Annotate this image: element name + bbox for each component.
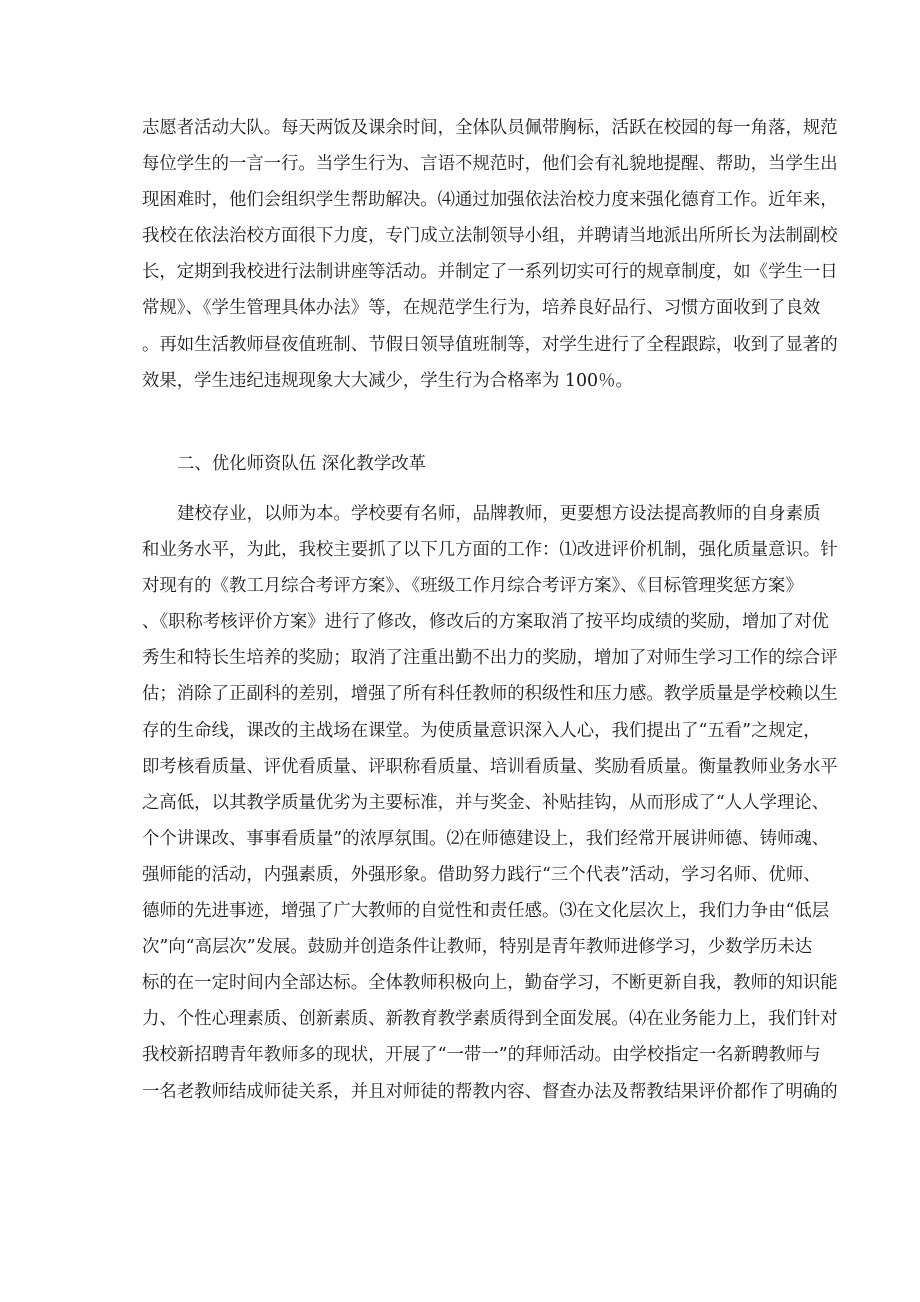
text-line: 效果，学生违纪违规现象大大减少，学生行为合格率为 100％。 [142,370,633,391]
text-line: 秀生和特长生培养的奖励；取消了注重出勤不出力的奖励，增加了对师生学习工作的综合评 [142,648,838,669]
text-line: 常规》、《学生管理具体办法》等，在规范学生行为，培养良好品行、习惯方面收到了良效 [142,298,821,319]
text-line: 每位学生的一言一行。当学生行为、言语不规范时，他们会有礼貌地提醒、帮助，当学生出 [142,154,838,175]
text-line: 德师的先进事迹，增强了广大教师的自觉性和责任感。⑶在文化层次上，我们力争由“低层 [142,901,830,922]
text-line: 志愿者活动大队。每天两饭及课余时间，全体队员佩带胸标，活跃在校园的每一角落，规范 [142,118,838,138]
text-line: 一名老教师结成师徒关系，并且对师徒的帮教内容、督查办法及帮教结果评价都作了明确的 [142,1081,838,1102]
paragraph-teaching-staff [142,496,838,1110]
paragraph-moral-education [142,110,838,399]
text-line: 、《职称考核评价方案》进行了修改，修改后的方案取消了按平均成绩的奖励，增加了对优 [142,612,829,633]
text-line: 现困难时，他们会组织学生帮助解决。⑷通过加强依法治校力度来强化德育工作。近年来， [142,190,838,211]
text-line: 之高低，以其教学质量优劣为主要标准，并与奖金、补贴挂钩，从而形成了“人人学理论、 [142,792,830,813]
text-line: 存的生命线，课改的主战场在课堂。为使质量意识深入人心，我们提出了“五看”之规定， [142,720,821,741]
text-line: 建校存业，以师为本。学校要有名师，品牌教师，更要想方设法提高教师的自身素质 [177,504,821,524]
text-line: 强师能的活动，内强素质，外强形象。借助努力践行“三个代表”活动，学习名师、优师、 [142,864,821,885]
text-line: 长，定期到我校进行法制讲座等活动。并制定了一系列切实可行的规章制度，如《学生一日 [142,262,838,283]
text-line: 即考核看质量、评优看质量、评职称看质量、培训看质量、奖励看质量。衡量教师业务水平 [142,756,838,777]
text-line: 估；消除了正副科的差别，增强了所有科任教师的积级性和压力感。教学质量是学校赖以生 [142,684,838,705]
text-line: 个个讲课改、事事看质量”的浓厚氛围。⑵在师德建设上，我们经常开展讲师德、铸师魂、 [142,828,830,849]
text-line: 和业务水平，为此，我校主要抓了以下几方面的工作：⑴改进评价机制，强化质量意识。针 [142,540,838,561]
text-line: 次”向“高层次”发展。鼓励并创造条件让教师，特别是青年教师进修学习，少数学历未达 [142,937,813,958]
text-line: 我校新招聘青年教师多的现状，开展了“一带一”的拜师活动。由学校指定一名新聘教师与 [142,1045,821,1066]
text-line: 对现有的《教工月综合考评方案》、《班级工作月综合考评方案》、《目标管理奖惩方案》 [142,576,803,597]
text-line: 标的在一定时间内全部达标。全体教师积极向上，勤奋学习，不断更新自我，教师的知识能 [142,973,838,994]
text-line: 。再如生活教师昼夜值班制、节假日领导值班制等，对学生进行了全程跟踪，收到了显著的 [142,334,838,355]
text-line: 我校在依法治校方面很下力度，专门成立法制领导小组，并聘请当地派出所所长为法制副校 [142,226,838,247]
section-heading-text: 二、优化师资队伍 深化教学改革 [177,454,426,474]
section-heading [142,446,782,482]
text-line: 力、个性心理素质、创新素质、新教育教学素质得到全面发展。⑷在业务能力上，我们针对 [142,1009,838,1030]
